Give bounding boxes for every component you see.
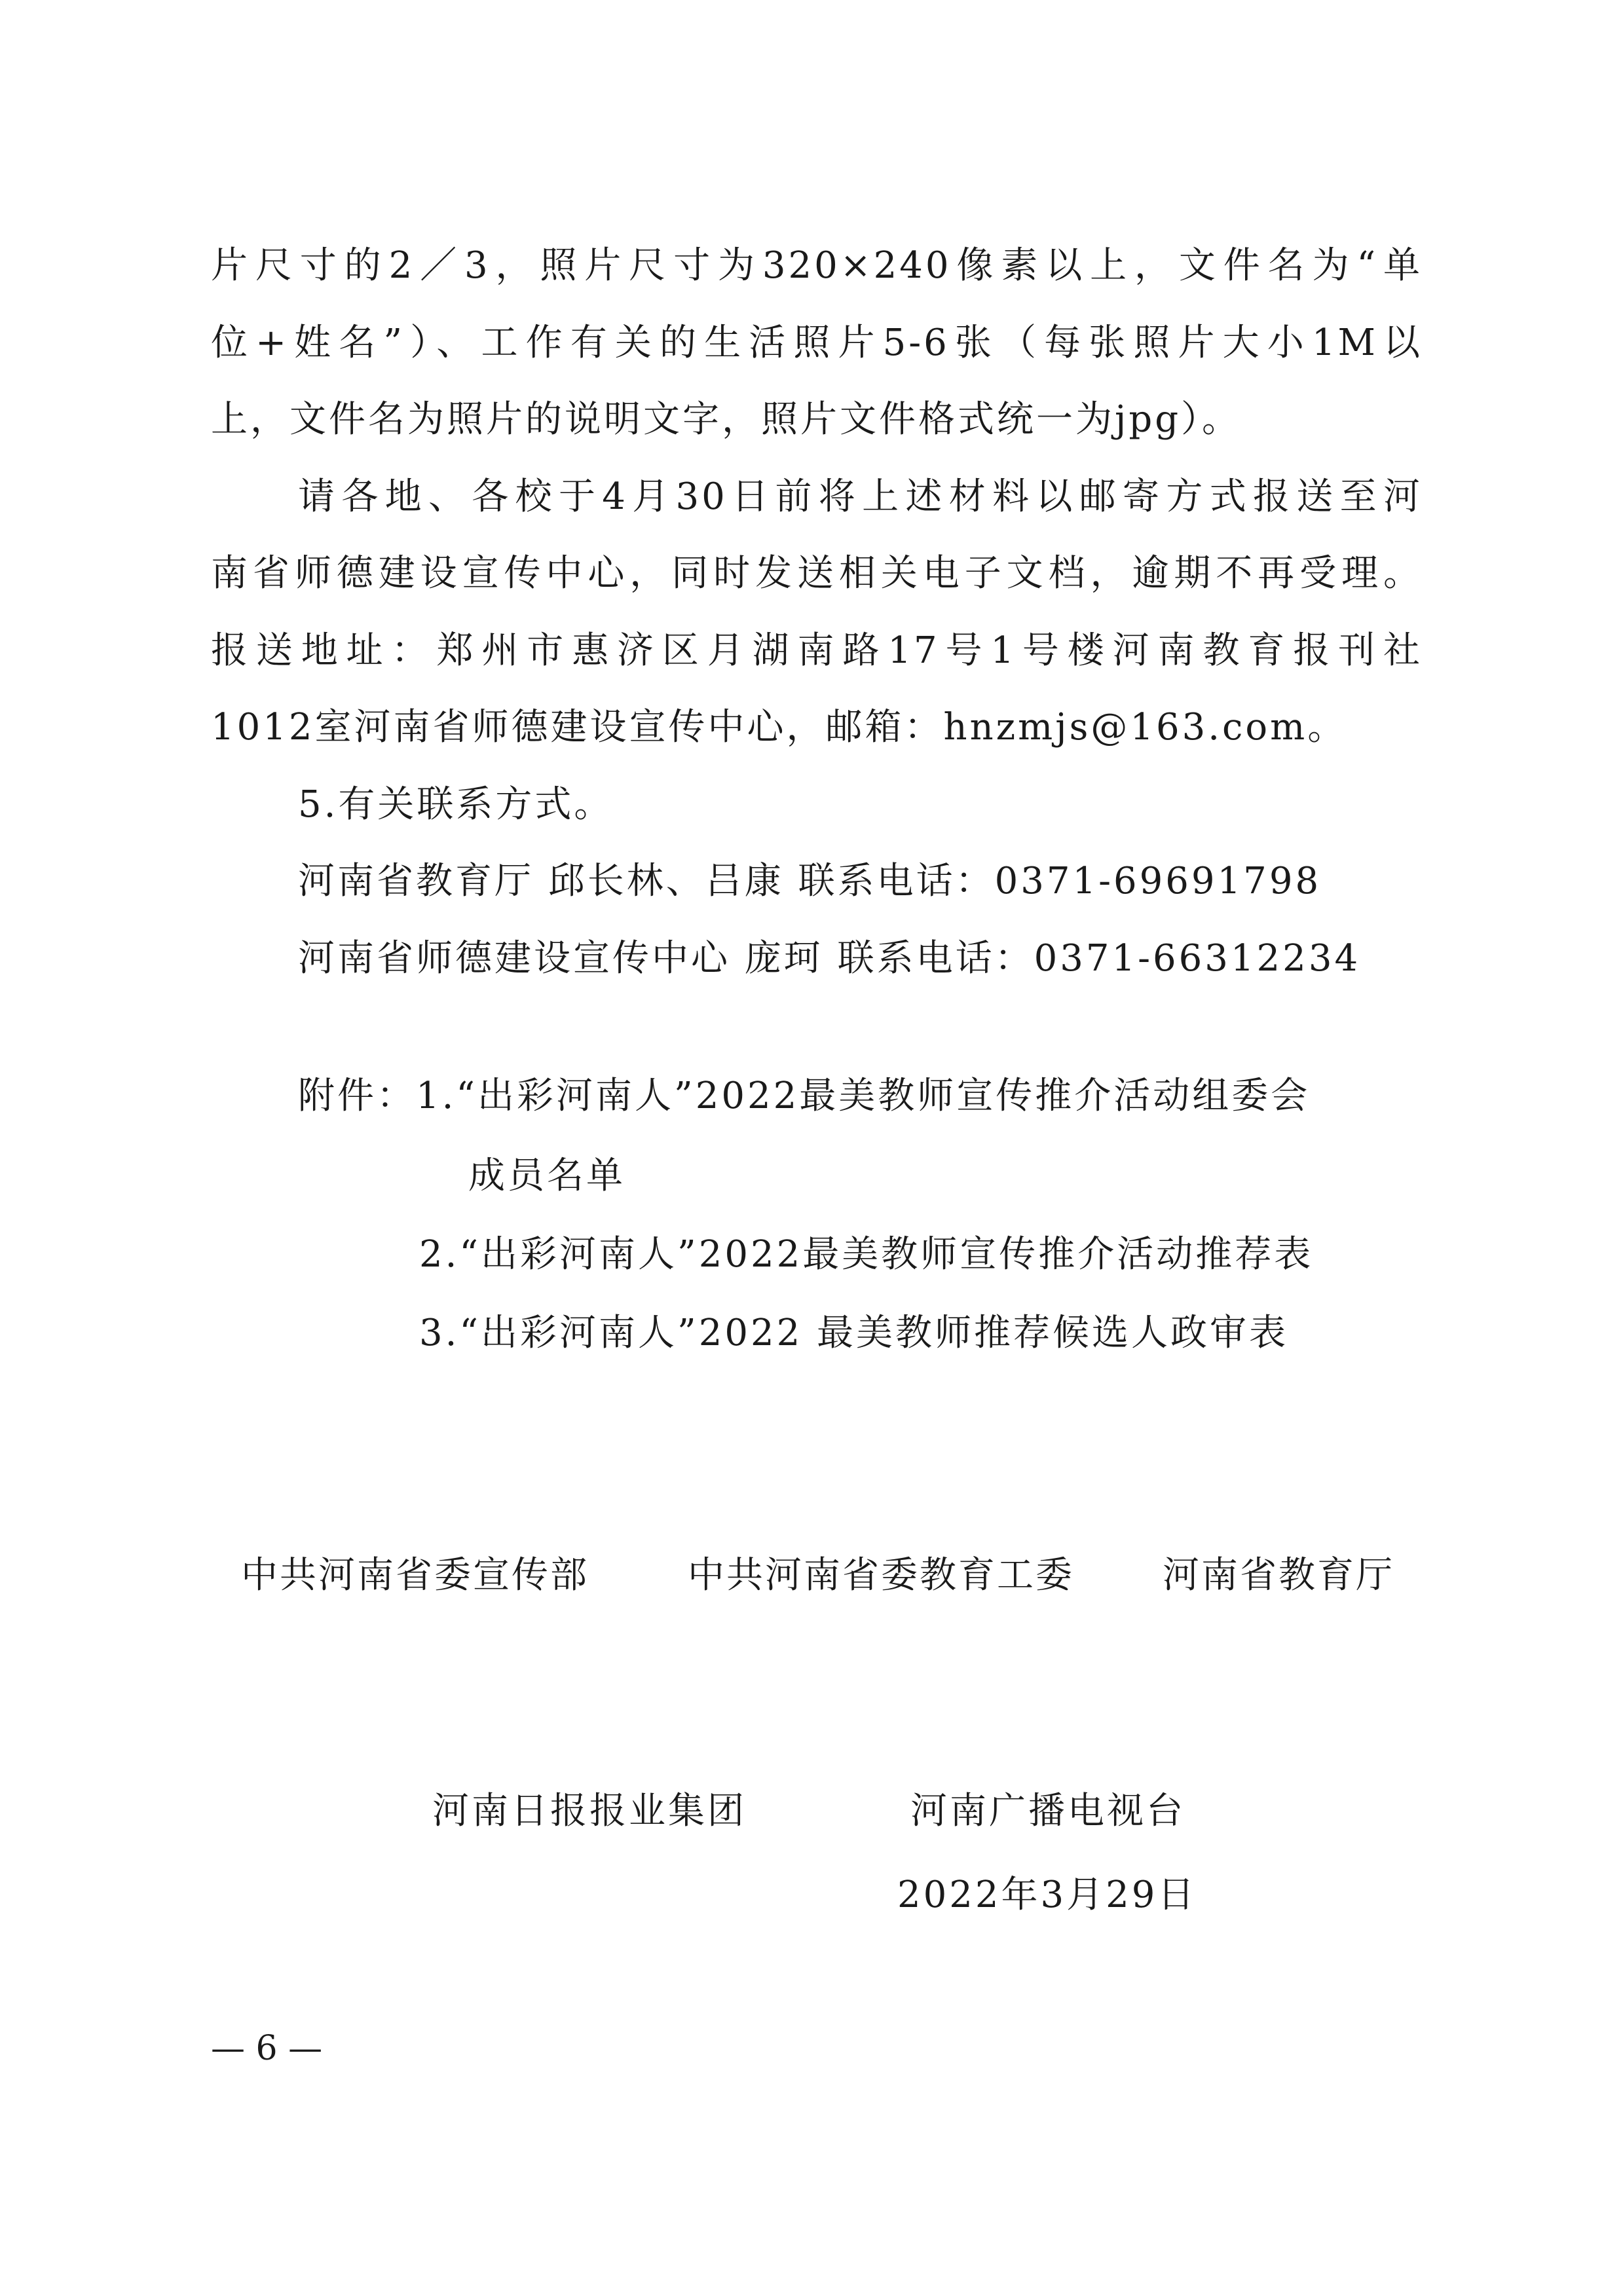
contact-line-1: 河南省教育厅 邱长林、吕康 联系电话：0371-69691798 — [298, 860, 1322, 902]
attachment-1-line-2: 成员名单 — [468, 1155, 625, 1197]
contacts-heading: 5.有关联系方式。 — [298, 783, 614, 826]
body-line-5: 南省师德建设宣传中心，同时发送相关电子文档，逾期不再受理。 — [211, 552, 1423, 595]
attachment-3: 3.“出彩河南人”2022 最美教师推荐候选人政审表 — [419, 1312, 1289, 1354]
attachment-2: 2.“出彩河南人”2022最美教师宣传推介活动推荐表 — [419, 1233, 1314, 1276]
page-number: — 6 — — [211, 2029, 323, 2068]
body-line-4: 请各地、各校于4月30日前将上述材料以邮寄方式报送至河 — [298, 475, 1423, 518]
body-line-2: 位+姓名”）、工作有关的生活照片5-6张（每张照片大小1M以 — [211, 322, 1423, 364]
signature-org-3: 河南省教育厅 — [1163, 1554, 1394, 1597]
body-line-6: 报送地址：郑州市惠济区月湖南路17号1号楼河南教育报刊社 — [211, 629, 1423, 672]
signature-org-2: 中共河南省委教育工委 — [688, 1554, 1074, 1597]
signature-org-1: 中共河南省委宣传部 — [241, 1554, 589, 1597]
body-line-1: 片尺寸的2／3，照片尺寸为320×240像素以上，文件名为“单 — [211, 244, 1423, 287]
signature-org-5: 河南广播电视台 — [910, 1790, 1185, 1832]
signature-date: 2022年3月29日 — [897, 1874, 1197, 1916]
body-line-3: 上，文件名为照片的说明文字，照片文件格式统一为jpg）。 — [211, 398, 1242, 441]
attachment-1-line-1: 附件：1.“出彩河南人”2022最美教师宣传推介活动组委会 — [298, 1075, 1311, 1117]
body-line-7: 1012室河南省师德建设宣传中心，邮箱：hnzmjs@163.com。 — [211, 706, 1347, 749]
contact-line-2: 河南省师德建设宣传中心 庞珂 联系电话：0371-66312234 — [298, 937, 1361, 980]
signature-org-4: 河南日报报业集团 — [432, 1790, 747, 1832]
